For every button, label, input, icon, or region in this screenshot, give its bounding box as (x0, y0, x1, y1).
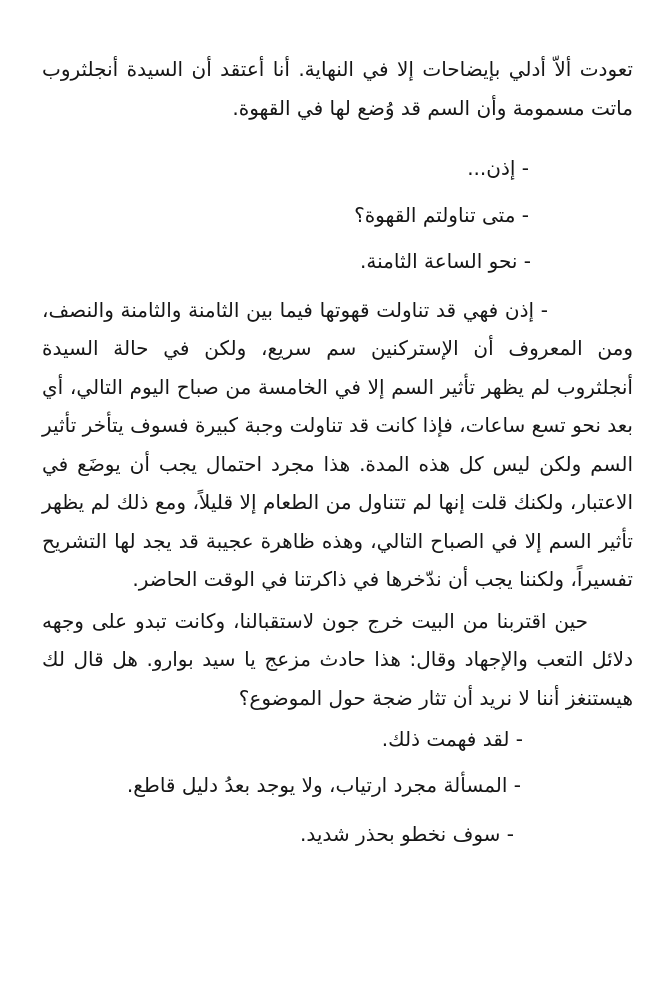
paragraph-narration: حين اقتربنا من البيت خرج جون لاستقبالنا، وكانت تبدو على وجهه دلائل التعب والإجهاد وقال: هذا حادث مزعج يا سيد بوارو. هل قال لك هيستنغز أننا لا نريد أن تثار ضجة حول الموضوع؟ (42, 608, 633, 710)
dialogue-line: - متى تناولتم القهوة؟ (354, 202, 529, 227)
dialogue-line: - لقد فهمت ذلك. (381, 727, 523, 751)
dialogue-line: - المسألة مجرد ارتياب، ولا يوجد بعدُ دليل قاطع. (126, 772, 521, 797)
dialogue-line: - سوف نخطو بحذر شديد. (300, 822, 514, 846)
dialogue-line: - نحو الساعة الثامنة. (360, 249, 531, 273)
dialogue-line: - إذن... (467, 156, 529, 180)
paragraph-opening: تعودت ألاّ أدلي بإيضاحات إلا في النهاية. أنا أعتقد أن السيدة أنجلثروب ماتت مسمومة وأن السم قد وُضع لها في القهوة. (42, 57, 633, 120)
paragraph-poirot-explanation: - إذن فهي قد تناولت قهوتها فيما بين الثامنة والثامنة والنصف، ومن المعروف أن الإستركنين سم سريع، ولكن في حالة السيدة أنجلثروب لم يظهر تأثير السم إلا في الخامسة من صباح اليوم التالي، أي بعد نحو تسع ساعات، فإذا كانت قد تناولت وجبة كبيرة فسوف يتأخر تأثير السم ولكن ليس كل هذه المدة. هذا مجرد احتمال يجب أن يوضَع في الاعتبار، ولكنك قلت إنها لم تتناول من الطعام إلا قليلاً، ومع ذلك لم يظهر تأثير السم إلا في الصباح التالي، وهذه ظاهرة عجيبة قد يجد لها التشريح تفسيراً، ولكننا يجب أن ندّخرها في ذاكرتنا في الوقت الحاضر. (42, 297, 633, 591)
